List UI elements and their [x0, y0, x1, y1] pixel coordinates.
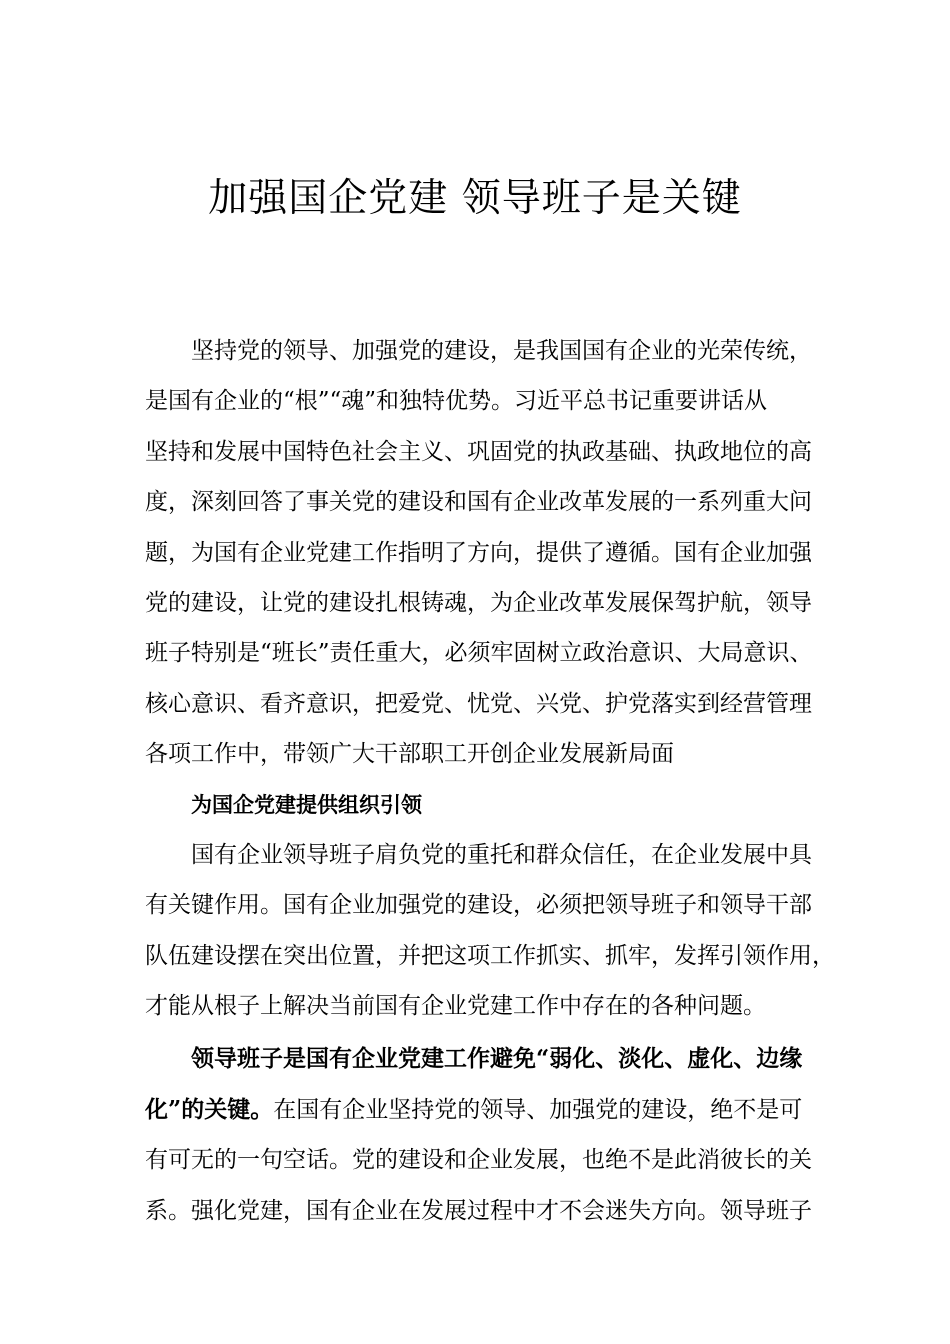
paragraph3-line [145, 1085, 835, 1135]
paragraph1-line: 坚持和发展中国特色社会主义、巩固党的执政基础、执政地位的高 [145, 438, 812, 465]
document-body [145, 326, 835, 1236]
paragraph1-line: 坚持党的领导、加强党的建设，是我国国有企业的光荣传统， [191, 338, 812, 364]
paragraph3-line: 有可无的一句空话。党的建设和企业发展，也绝不是此消彼长的关 [145, 1147, 812, 1174]
paragraph1-line: 是国有企业的“根”“魂”和独特优势。习近平总书记重要讲话从 [145, 388, 768, 415]
paragraph2-line: 国有企业领导班子肩负党的重托和群众信任，在企业发展中具 [191, 841, 812, 868]
paragraph1-line: 党的建设，让党的建设扎根铸魂，为企业改革发展保驾护航，领导 [145, 589, 812, 616]
paragraph1-line: 班子特别是“班长”责任重大，必须牢固树立政治意识、大局意识、 [145, 640, 813, 667]
paragraph1-line: 度，深刻回答了事关党的建设和国有企业改革发展的一系列重大问 [145, 489, 812, 516]
paragraph2-line: 有关键作用。国有企业加强党的建设，必须把领导班子和领导干部 [145, 892, 812, 919]
paragraph1-line: 核心意识、看齐意识，把爱党、忧党、兴党、护党落实到经营管理 [145, 690, 812, 717]
paragraph3-text: 在国有企业坚持党的领导、加强党的建设，绝不是可 [273, 1096, 803, 1123]
paragraph1-line: 题，为国有企业党建工作指明了方向，提供了遵循。国有企业加强 [145, 539, 812, 566]
paragraph3-line: 系。强化党建，国有企业在发展过程中才不会迷失方向。领导班子 [145, 1197, 812, 1224]
paragraph1-line: 各项工作中，带领广大干部职工开创企业发展新局面 [145, 741, 674, 768]
document-title: 加强国企党建 领导班子是关键 [208, 176, 742, 221]
paragraph3-lead-bold-end: 化”的关键。 [145, 1095, 274, 1123]
section-heading: 为国企党建提供组织引领 [191, 792, 422, 817]
paragraph2-line: 队伍建设摆在突出位置，并把这项工作抓实、抓牢，发挥引领作用， [145, 942, 835, 969]
paragraph3-lead-bold: 领导班子是国有企业党建工作避免“弱化、淡化、虚化、边缘 [191, 1045, 803, 1073]
paragraph2-line: 才能从根子上解决当前国有企业党建工作中存在的各种问题。 [145, 993, 766, 1020]
